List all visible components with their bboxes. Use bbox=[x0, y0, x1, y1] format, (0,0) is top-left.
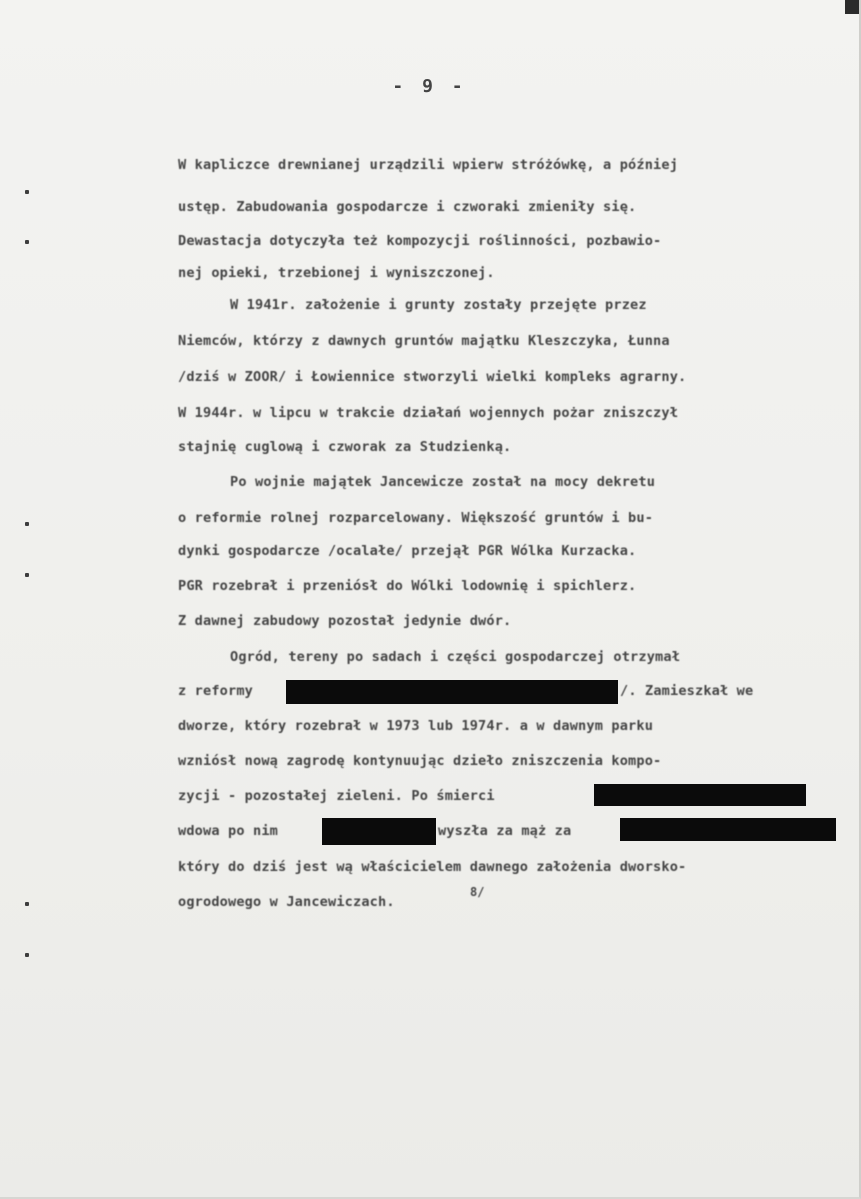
text-line: dworze, który rozebrał w 1973 lub 1974r. a w dawnym parku bbox=[178, 718, 654, 734]
page-number: - 9 - bbox=[392, 76, 467, 97]
text-line: wyszła za mąż za bbox=[438, 823, 572, 839]
text-line: W 1944r. w lipcu w trakcie działań wojennych pożar zniszczył bbox=[178, 405, 679, 421]
text-line: stajnię cuglową i czworak za Studzienką. bbox=[178, 439, 512, 455]
redaction-bar bbox=[322, 818, 436, 845]
text-line: który do dziś jest wą właścicielem dawnego założenia dworsko- bbox=[178, 859, 687, 875]
text-line: o reformie rolnej rozparcelowany. Większość gruntów i bu- bbox=[178, 510, 654, 526]
text-line: W kapliczce drewnianej urządzili wpierw stróżówkę, a później bbox=[178, 157, 679, 173]
text-line: ogrodowego w Jancewiczach. bbox=[178, 894, 395, 910]
binding-hole-mark bbox=[25, 902, 29, 906]
redaction-bar bbox=[594, 784, 806, 806]
text-line: wzniósł nową zagrodę kontynuując dzieło zniszczenia kompo- bbox=[178, 753, 662, 769]
text-line: wdowa po nim bbox=[178, 823, 279, 839]
binding-hole-mark bbox=[25, 190, 29, 194]
text-line: z reformy bbox=[178, 683, 254, 699]
redaction-bar bbox=[620, 818, 836, 841]
text-line: ustęp. Zabudowania gospodarcze i czworaki zmieniły się. bbox=[178, 199, 637, 215]
redaction-bar bbox=[286, 680, 618, 704]
binding-hole-mark bbox=[25, 573, 29, 577]
text-line: PGR rozebrał i przeniósł do Wólki lodownię i spichlerz. bbox=[178, 578, 637, 594]
text-line: Po wojnie majątek Jancewicze został na mocy dekretu bbox=[230, 474, 656, 490]
text-line: Dewastacja dotyczyła też kompozycji roślinności, pozbawio- bbox=[178, 233, 662, 249]
text-line: W 1941r. założenie i grunty zostały przejęte przez bbox=[230, 297, 647, 313]
page-corner-mark bbox=[845, 0, 859, 14]
binding-hole-mark bbox=[25, 240, 29, 244]
text-line: zycji - pozostałej zieleni. Po śmierci bbox=[178, 788, 495, 804]
text-line: Niemców, którzy z dawnych gruntów majątku Kleszczyka, Łunna bbox=[178, 333, 670, 349]
text-line: Z dawnej zabudowy pozostał jedynie dwór. bbox=[178, 613, 512, 629]
footnote-reference: 8/ bbox=[470, 885, 485, 899]
binding-hole-mark bbox=[25, 953, 29, 957]
text-line: dynki gospodarcze /ocalałe/ przejął PGR Wólka Kurzacka. bbox=[178, 543, 637, 559]
text-line: /dziś w ZOOR/ i Łowiennice stworzyli wielki kompleks agrarny. bbox=[178, 369, 687, 385]
text-line: nej opieki, trzebionej i wyniszczonej. bbox=[178, 265, 495, 281]
text-line: Ogród, tereny po sadach i części gospodarczej otrzymał bbox=[230, 649, 681, 665]
binding-hole-mark bbox=[25, 522, 29, 526]
text-line: /. Zamieszkał we bbox=[620, 683, 754, 699]
